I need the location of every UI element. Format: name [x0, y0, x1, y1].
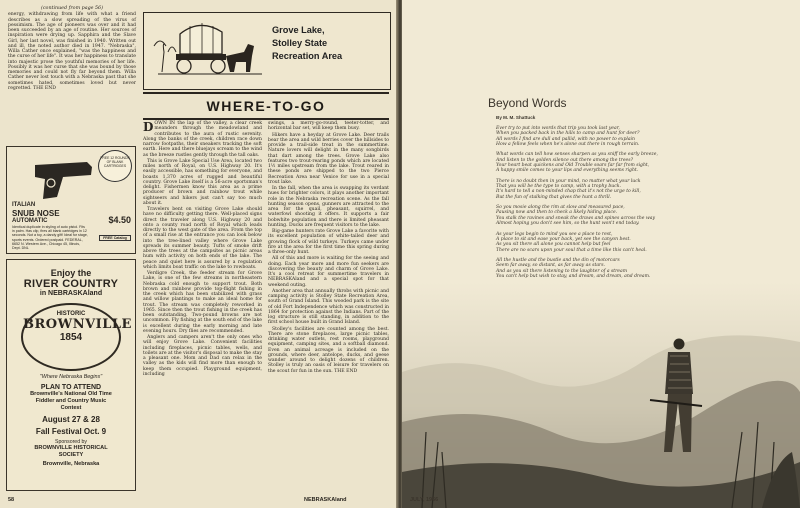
- poem-line: It's hard to tell a non-minded chap that it's not the urge to kill,: [496, 189, 641, 195]
- stanza: [496, 152, 761, 173]
- poem-line: You can't help but wish to stay, and dream, and dream, and dream.: [496, 273, 651, 279]
- poem-line: That you will be the type to camp, with a trophy buck.: [496, 184, 621, 190]
- article-col2-p5: All of this and more is waiting for the seeing and doing. Each year more and more fun seekers are discovering the beauty and charm of Grove Lake. It's a cool retreat for summertime travelers in NEBRASKAland and a special spot for that weekend outing.: [268, 256, 389, 288]
- free-catalog-box: FREE Catalog: [99, 235, 131, 241]
- covered-wagon-illustration: [150, 16, 270, 86]
- brownville-name: BROWNVILLE: [23, 317, 132, 332]
- founding-year: 1854: [59, 332, 83, 343]
- right-folio: JULY, 1966: [410, 497, 439, 503]
- poem-body: [496, 126, 761, 284]
- event-line-2: Fiddler and Country Music: [35, 398, 107, 404]
- gun-price: $4.50: [108, 215, 131, 225]
- grove-title-line-1: Grove Lake,: [272, 25, 325, 35]
- article-col2-p2: Hikers have a heyday at Grove Lake. Deer trails bear the area and wild berries cover the hillsides to provide a trail-side treat in the summertime. Nature lovers will delight in the many songbirds that dart among the trees. Grove Lake also features two trout-rearing ponds which are located 1½ miles upstream from the lake. Trout reared in these ponds are shipped to the two Pierce Recreation Area near Venice for use in a special trout lake.: [268, 132, 389, 185]
- article-col1-p4: Verdigre Creek, the feeder stream for Grove Lake, is one of the few streams in northeastern Nebraska cold enough to support trout. Both brown and rainbow provide top-flight fishing in the creek which has been stabilized with grass and willow plantings to make an ideal home for trout. The stream was completely reworked in 1965. Since then the trout fishing in the creek has been outstanding. Two-pound browns are not uncommon. Fly fishing at the south end of the lake is excellent during the early morning and late evening hours. Dry flies are recommended.: [143, 271, 262, 334]
- poem-line: So you mosie along the rim at slow and measured pace,: [496, 205, 625, 211]
- poem-line: How a fellow feels when he's alone out there in rough terrain.: [496, 142, 640, 148]
- society-line-2: SOCIETY: [58, 451, 84, 458]
- grove-lake-header-box: [143, 12, 391, 90]
- article-column-2: [268, 121, 389, 375]
- stanza: [496, 126, 761, 147]
- poem-line: A happy smile comes to your lips and everything seems right.: [496, 168, 639, 174]
- poem-line: When you packed back in the hills to camp and hunt for deer?: [496, 131, 640, 137]
- fall-festival: Fall Festival Oct. 9: [35, 427, 107, 436]
- gun-brand: [12, 202, 88, 250]
- hunter-photo: [402, 282, 800, 508]
- grove-lake-title: [272, 24, 342, 63]
- brand-line-3: AUTOMATIC: [12, 217, 48, 224]
- event-line-1: Brownville's National Old Time: [30, 391, 112, 397]
- poem-line: A place to sit and ease your back, yet see the canyon best.: [496, 236, 631, 242]
- article-col2-p7: Stolley's facilities are counted among the best. There are stone fireplaces, large picnic tables, drinking water outlets, rest rooms, playground equipment, camping sites, and a softball diamond. Even an animal acreage is included on the grounds, where deer, antelope, ducks, and geese wander around to delight dozens of children. Stolley is truly an oasis of leisure for travelers on the scout for fun in the sun. THE END: [268, 326, 389, 374]
- poem-line: And as you sit there listening to the laughter of a stream: [496, 268, 628, 274]
- event-dates: August 27 & 28: [42, 415, 100, 424]
- article-column-1: [143, 121, 262, 378]
- poem-line: But the fun of stalking that gives the hunt a thrill.: [496, 194, 612, 200]
- left-magazine-name: NEBRASKAland: [304, 497, 347, 503]
- free-rounds-text: FREE 12 ROUNDS OF BLANK CARTRIDGES: [100, 156, 130, 169]
- grove-title-line-3: Recreation Area: [272, 51, 343, 61]
- sponsored-by: Sponsored by: [54, 439, 87, 445]
- poem-byline: By M. M. Shattuck: [496, 115, 536, 120]
- article-col1-p5: Anglers and campers aren't the only ones who will enjoy Grove Lake. Convenient facilities including fireplaces, picnic tables, wells, and toilets are at the visitor's disposal to make the stay a pleasant one. Mom and Dad can relax in the valley as the kids will find more than enough to keep them occupied. Playground equipment, including: [143, 335, 263, 377]
- article-col1-p1: OWN IN the lap of the valley, a clear creek meanders through the meadowland and contributes to the aura of rustic serenity. Along the banks of the creek, children race down narrow footpaths, their sneakers tracking the soft earth. Here and there bluejays scream to the wind as the breeze rustles gently through the tall oaks.: [143, 121, 262, 158]
- in-nebraskaland: in NEBRASKAland: [39, 290, 103, 297]
- poem-line: And listen to the golden silence out there among the trees?: [496, 157, 634, 163]
- historic-label: HISTORIC: [56, 311, 86, 317]
- poem-line: All words I find are dull and pallid, with no power to explain: [496, 136, 635, 142]
- article-col2-p6: Another area that annually throbs with picnic and camping activity is Stolley State Recreation Area, south of Grand Island. This wooded park is the site of old Fort Independence which was constructed in 1864 for protection against the Indians. Part of the log structure is still standing, in addition to the first school house built in Grand Island.: [268, 288, 389, 326]
- poem-line: What words can tell how senses sharpen as you sniff the early breeze,: [496, 152, 658, 158]
- continued-text: energy, withdrawing from life with what a friend describes as a slow spreading of the virus of pessimism. The age of pioneers was over and it had been succeeded by an age of routine. Her sources of inspiration were drying up. Sapphira and the Slave Girl, her last novel, was finished in 1940. Written out and ill, the noted author died in 1947. "Nebraska", Willa Cather once explained, "was the happiness and the curse of her life". It was her happiness to translate into majestic prose the youthful memories of her life. Possibly it was her curse that she was bound by those memories and could not fly far beyond them. Willa Cather never lost touch with a Nebraska past that she sometimes hated, sometimes loved but never regretted. THE END: [8, 12, 136, 91]
- plan-to-attend: PLAN TO ATTEND: [40, 384, 102, 391]
- stanza: [496, 179, 761, 200]
- poem-line: As you sit there all alone you cannot help but feel: [496, 242, 611, 248]
- poem-title: Beyond Words: [488, 96, 567, 110]
- article-col2-p4: Big-game hunters rate Grove Lake a favorite with its excellent population of white-tailed deer and growing flock of wild turkeys. Turkeys came under fire at the area for the first time this spring during a three-only hunt.: [268, 229, 389, 255]
- pistol-illustration: [29, 153, 99, 201]
- where-to-go-heading: WHERE-TO-GO: [143, 92, 389, 120]
- brownville-badge: [21, 303, 132, 371]
- stanza: [496, 232, 761, 253]
- poem-line: There is no doubt then in your mind, no matter what your luck: [496, 178, 641, 184]
- continued-column: [8, 6, 136, 91]
- society-town: Brownville, Nebraska: [42, 461, 100, 467]
- brownville-motto: "Where Nebraska Begins": [39, 374, 103, 380]
- poem-line: Almost hoping you don't see him, so the hunt won't end today.: [496, 221, 640, 227]
- river-country: RIVER COUNTRY: [23, 278, 119, 290]
- poem-line: All the hustle and the bustle and the din of motorcars: [496, 257, 620, 263]
- brand-line-1: ITALIAN: [12, 202, 36, 208]
- left-page-number: 58: [8, 497, 15, 503]
- enjoy-the: Enjoy the: [50, 268, 92, 278]
- poem-line: Pausing now and then to check a likely hiding place.: [496, 210, 618, 216]
- poem-line: Your heart beat quickens and Old Trouble soars far far from sight,: [496, 163, 650, 169]
- article-col1-p3: Travelers bent on visiting Grove Lake should have no difficulty getting there. Well-placed signs direct the traveler along U.S. Highway 20 and onto a county road north of Royal which leads directly to the west gate of the area. From the top of a small rise at the entrance you can look below into the tree-lined valley where Grove Lake spreads its summer beauty. Tufts of smoke drift above the trees at the campsites as picnic areas hum with activity on both ends of the lake. The peace and quiet here is assured by a regulation which limits boat traffic on the lake to rowboats.: [143, 207, 262, 270]
- article-col1-p2: This is Grove Lake Special Use Area, located two miles north of Royal, on U.S. Highway 20. It's easily accessible, has something for everyone, and boasts 1,370 acres of rugged and beautiful country. Grove Lake itself is a 56-acre sportsman's delight. Fishermen know this area as a prime producer of brown and rainbow trout while sightseers and hikers just can't say too much about it.: [143, 158, 262, 206]
- event-line-3: Contest: [60, 405, 82, 411]
- gun-ad: [6, 146, 136, 254]
- grove-title-line-2: Stolley State: [272, 38, 328, 48]
- poem-line: As your legs begin to mind you see a place to rest,: [496, 231, 613, 237]
- brand-line-2: SNUB NOSE: [12, 208, 60, 218]
- poem-line: There are no scars upon your soul that a time like this can't heal.: [496, 247, 647, 253]
- article-col2-p1: swings, a merry-go-round, teeter-totter, and horizontal bar set, will keep them busy.: [268, 121, 389, 132]
- continued-note: (continued from page 56): [41, 6, 103, 11]
- poem-line: Ever try to put into words that trip you took last year,: [496, 126, 620, 131]
- left-page: [0, 0, 398, 508]
- poem-line: You stalk the ravines and sneak the draws and spines across the way: [496, 215, 656, 221]
- brownville-festival-ad: [6, 259, 136, 491]
- article-col2-p3: In the fall, when the area is swapping its verdant hues for brighter colors, it plays another important role in the Nebraska recreation scene. As the fall hunting season opens, gunners are attracted to the area for the quail, pheasant, squirrel, and waterfowl shooting it offers. It supports a fair bobwhite population and there is limited pheasant hunting. Ducks are frequent visitors to the lake.: [268, 186, 389, 228]
- poem-line: Seem far away, so distant, as far away as stars.: [496, 263, 605, 269]
- free-rounds-badge: [98, 150, 132, 182]
- society-line-1: BROWNVILLE HISTORICAL: [34, 445, 108, 451]
- stanza: [496, 258, 761, 279]
- stanza: [496, 205, 761, 226]
- dropcap: D: [143, 120, 154, 134]
- gun-fine-print: Identical duplicate in styling of auto pistol. Fits in palm. Has clip, fires all blank cartridges in 12 seconds. Not a toy, a dandy gift! Ideal for stage, sports events. Ordered postpaid. FEDERAL, 6652 N. Western Ave., Chicago 45, Illinois, Dept. DNL: [12, 225, 88, 251]
